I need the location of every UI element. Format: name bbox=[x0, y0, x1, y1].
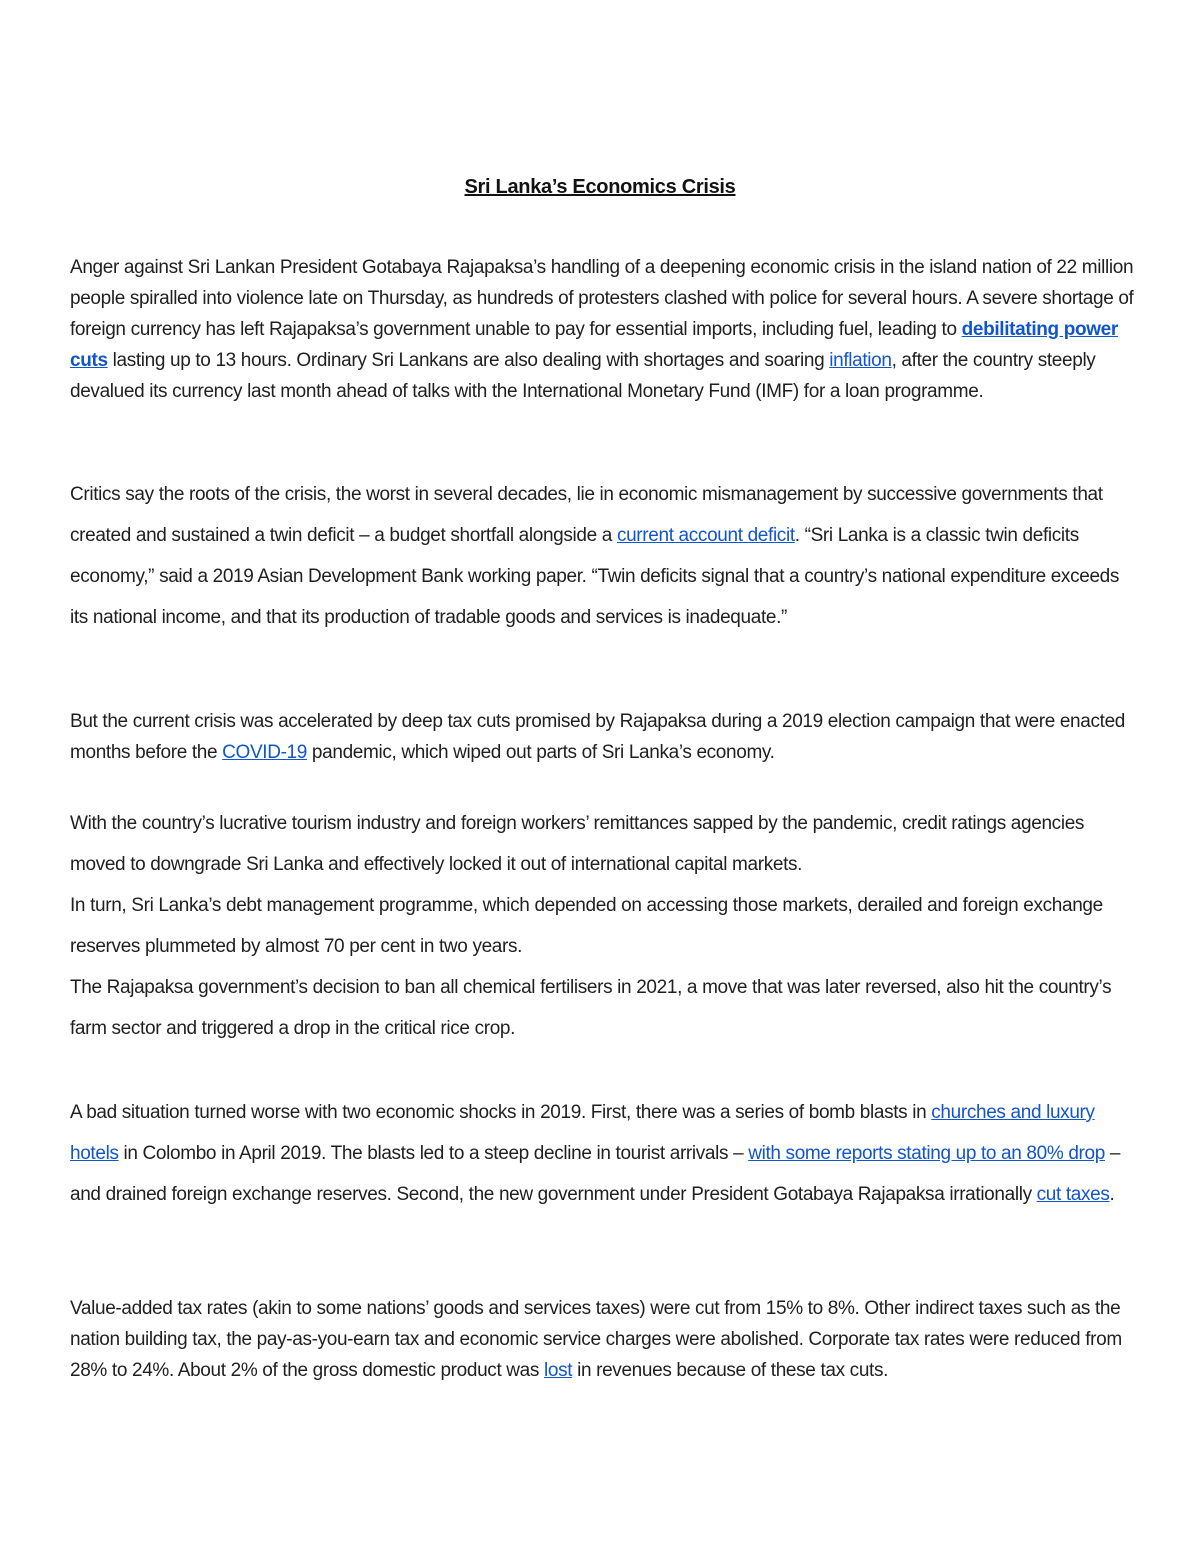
link-inflation[interactable]: inflation bbox=[829, 350, 892, 371]
paragraph-text: . “Sri Lanka is a classic twin deficits economy,” said a 2019 Asian Development Bank working paper. “Twin deficits signal that a country’s national expenditure exceeds its national income, and that its production of tradable goods and services is inadequate.” bbox=[70, 525, 1120, 628]
link-cut-taxes[interactable]: cut taxes bbox=[1036, 1184, 1110, 1205]
link-covid-19[interactable]: COVID-19 bbox=[222, 742, 307, 763]
paragraph-text: – and drained foreign exchange reserves. Second, the new government under President Gotabaya Rajapaksa irrationally bbox=[70, 1143, 1121, 1205]
paragraph-text: in revenues because of these tax cuts. bbox=[572, 1360, 889, 1381]
paragraph-text: in Colombo in April 2019. The blasts led to a steep decline in tourist arrivals – bbox=[118, 1143, 749, 1164]
paragraph-text: lasting up to 13 hours. Ordinary Sri Lankans are also dealing with shortages and soaring bbox=[107, 350, 830, 371]
paragraph-text: . bbox=[1109, 1184, 1115, 1205]
link-churches-and-luxury-hotels[interactable]: churches and luxury hotels bbox=[70, 1102, 1095, 1164]
paragraph-text: Value-added tax rates (akin to some nations’ goods and services taxes) were cut from 15% to 8%. Other indirect taxes such as the nation building tax, the pay-as-you-earn tax and economic service charges were abolished. Corporate tax rates were reduced from 28% to 24%. About 2% of the gross domestic product was bbox=[70, 1298, 1122, 1381]
paragraph-value-added-tax bbox=[70, 1293, 1138, 1386]
paragraph-tax-cuts-covid bbox=[70, 706, 1138, 768]
paragraph-tourism-credit-ratings bbox=[70, 803, 1138, 1049]
paragraph-line-fertiliser-ban: The Rajapaksa government’s decision to ban all chemical fertilisers in 2021, a move that was later reversed, also hit the country’s farm sector and triggered a drop in the critical rice crop. bbox=[70, 977, 1112, 1039]
paragraph-critics-twin-deficit bbox=[70, 474, 1138, 638]
link-lost[interactable]: lost bbox=[543, 1360, 573, 1381]
link-current-account-deficit[interactable]: current account deficit bbox=[616, 525, 795, 546]
paragraph-text: A bad situation turned worse with two economic shocks in 2019. First, there was a series of bomb blasts in bbox=[70, 1102, 932, 1123]
paragraph-text: Critics say the roots of the crisis, the worst in several decades, lie in economic mismanagement by successive governments that created and sustained a twin deficit – a budget shortfall alongside a bbox=[70, 484, 1103, 546]
paragraph-text: But the current crisis was accelerated by deep tax cuts promised by Rajapaksa during a 2019 election campaign that were enacted months before the bbox=[70, 711, 1125, 763]
link-80-percent-drop[interactable]: with some reports stating up to an 80% drop bbox=[748, 1143, 1105, 1164]
paragraph-text: pandemic, which wiped out parts of Sri Lanka’s economy. bbox=[306, 742, 775, 763]
paragraph-line-debt-management: In turn, Sri Lanka’s debt management programme, which depended on accessing those markets, derailed and foreign exchange reserves plummeted by almost 70 per cent in two years. bbox=[70, 895, 1103, 957]
paragraph-anger-against-president bbox=[70, 252, 1138, 407]
paragraph-economic-shocks-2019 bbox=[70, 1092, 1138, 1215]
paragraph-text: , after the country steeply devalued its currency last month ahead of talks with the International Monetary Fund (IMF) for a loan programme. bbox=[70, 350, 1096, 402]
paragraph-text: Anger against Sri Lankan President Gotabaya Rajapaksa’s handling of a deepening economic crisis in the island nation of 22 million people spiralled into violence late on Thursday, as hundreds of protesters clashed with police for several hours. A severe shortage of foreign currency has left Rajapaksa’s government unable to pay for essential imports, including fuel, leading to bbox=[70, 257, 1134, 340]
link-debilitating-power-cuts[interactable]: debilitating power cuts bbox=[70, 319, 1118, 371]
paragraph-line-credit-ratings: With the country’s lucrative tourism industry and foreign workers’ remittances sapped by the pandemic, credit ratings agencies moved to downgrade Sri Lanka and effectively locked it out of international capital markets. bbox=[70, 813, 1085, 875]
document-title: Sri Lanka’s Economics Crisis bbox=[464, 176, 736, 198]
